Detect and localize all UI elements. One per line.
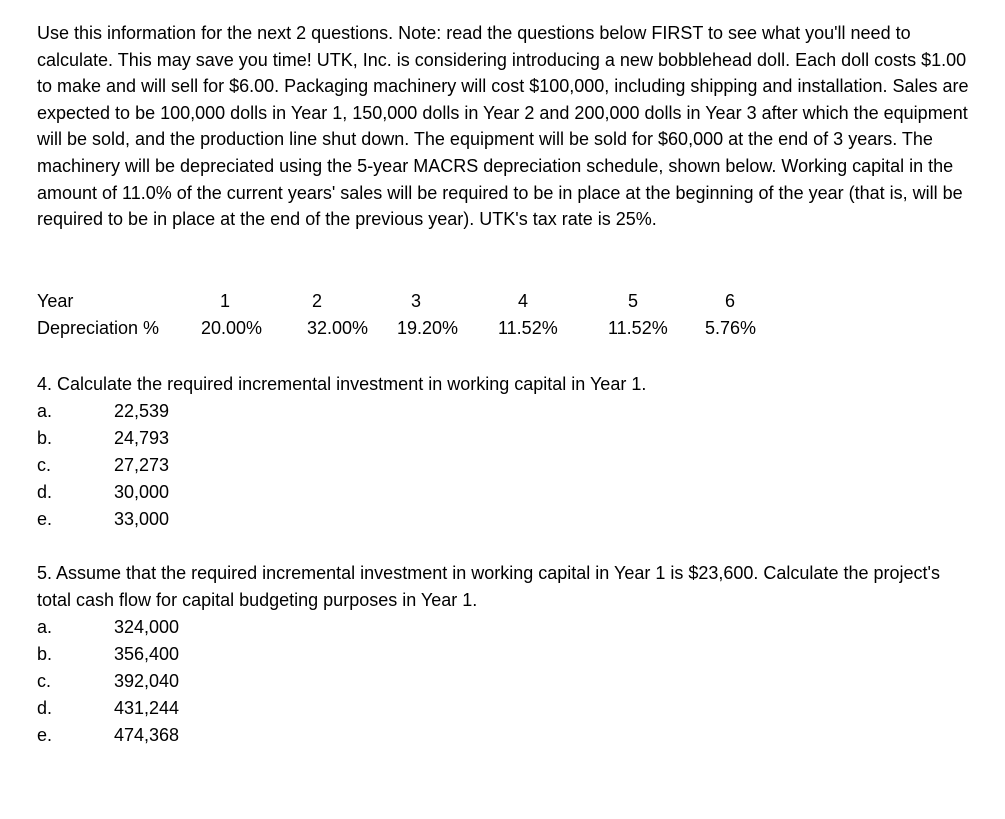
answer-option[interactable]: [37, 479, 646, 506]
option-value: 324,000: [114, 617, 180, 637]
table-row-depreciation: [37, 318, 797, 345]
answer-option[interactable]: [37, 695, 967, 722]
rate-cell: 5.76%: [705, 318, 757, 338]
option-letter: d.: [37, 482, 53, 502]
question-5: [37, 560, 967, 749]
answer-option[interactable]: [37, 722, 967, 749]
intro-paragraph: Use this information for the next 2 questions. Note: read the questions below FIRST to see what you'll need to calculate. This may save you time! UTK, Inc. is considering introducing a new bobblehead doll. Each doll costs $1.00 to make and will sell for $6.00. Packaging machinery will cost $100,000, including shipping and installation. Sales are expected to be 100,000 dolls in Year 1, 150,000 dolls in Year 2 and 200,000 dolls in Year 3 after which the equipment will be sold, and the production line shut down. The equipment will be sold for $60,000 at the end of 3 years. The machinery will be depreciated using the 5-year MACRS depreciation schedule, shown below. Working capital in the amount of 11.0% of the current years' sales will be required to be in place at the beginning of the year (that is, will be required to be in place at the end of the previous year). UTK's tax rate is 25%.: [37, 23, 969, 230]
option-letter: b.: [37, 428, 53, 448]
year-cell: 4: [518, 291, 529, 311]
table-row-year: [37, 291, 797, 318]
option-letter: e.: [37, 509, 53, 529]
option-letter: b.: [37, 644, 53, 664]
year-cell: 2: [312, 291, 323, 311]
year-cell: 3: [411, 291, 422, 311]
option-letter: a.: [37, 401, 53, 421]
question-4: [37, 371, 646, 533]
year-cell: 6: [725, 291, 736, 311]
option-value: 30,000: [114, 482, 170, 502]
rate-cell: 11.52%: [608, 318, 668, 338]
answer-option[interactable]: [37, 641, 967, 668]
answer-option[interactable]: [37, 506, 646, 533]
document-page: [37, 20, 982, 745]
rate-cell: 11.52%: [498, 318, 558, 338]
year-label: Year: [37, 291, 74, 311]
year-cell: 1: [220, 291, 231, 311]
macrs-table: [37, 291, 797, 345]
option-letter: a.: [37, 617, 53, 637]
answer-option[interactable]: [37, 398, 646, 425]
answer-option[interactable]: [37, 452, 646, 479]
rate-cell: 19.20%: [397, 318, 459, 338]
answer-option[interactable]: [37, 668, 967, 695]
year-cell: 5: [628, 291, 639, 311]
option-value: 33,000: [114, 509, 170, 529]
question-4-text: 4. Calculate the required incremental investment in working capital in Year 1.: [37, 374, 647, 394]
option-value: 392,040: [114, 671, 180, 691]
option-letter: e.: [37, 725, 53, 745]
answer-option[interactable]: [37, 425, 646, 452]
option-value: 431,244: [114, 698, 180, 718]
option-value: 27,273: [114, 455, 170, 475]
option-letter: c.: [37, 671, 52, 691]
option-value: 22,539: [114, 401, 170, 421]
rate-cell: 32.00%: [307, 318, 369, 338]
rate-cell: 20.00%: [201, 318, 263, 338]
option-value: 356,400: [114, 644, 180, 664]
option-letter: c.: [37, 455, 52, 475]
option-value: 24,793: [114, 428, 170, 448]
question-5-text: 5. Assume that the required incremental investment in working capital in Year 1 is $23,600. Calculate the project's total cash flow for capital budgeting purposes in Year 1.: [37, 563, 940, 610]
depreciation-label: Depreciation %: [37, 318, 160, 338]
answer-option[interactable]: [37, 614, 967, 641]
option-value: 474,368: [114, 725, 180, 745]
option-letter: d.: [37, 698, 53, 718]
